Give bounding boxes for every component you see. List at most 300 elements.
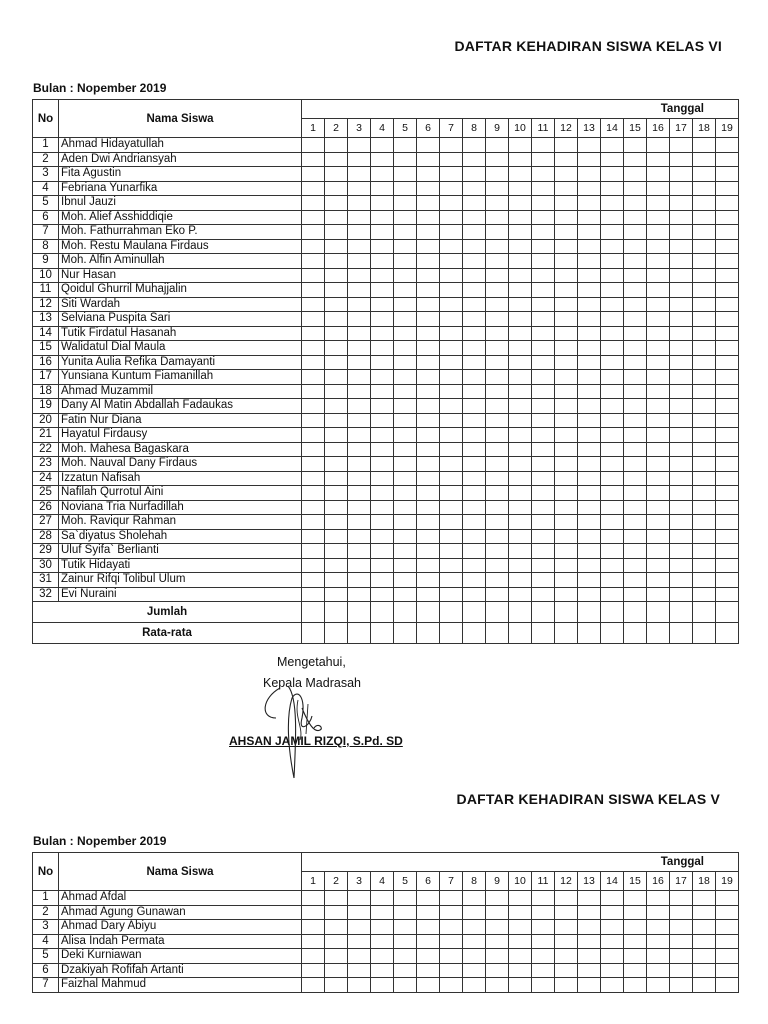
attendance-cell[interactable] <box>647 196 670 211</box>
attendance-cell[interactable] <box>601 297 624 312</box>
attendance-cell[interactable] <box>394 239 417 254</box>
attendance-cell[interactable] <box>578 181 601 196</box>
attendance-cell[interactable] <box>417 138 440 153</box>
attendance-cell[interactable] <box>302 312 325 327</box>
attendance-cell[interactable] <box>417 326 440 341</box>
attendance-cell[interactable] <box>532 544 555 559</box>
attendance-cell[interactable] <box>578 225 601 240</box>
attendance-cell[interactable] <box>532 312 555 327</box>
attendance-cell[interactable] <box>601 457 624 472</box>
attendance-cell[interactable] <box>647 239 670 254</box>
attendance-cell[interactable] <box>463 978 486 993</box>
attendance-cell[interactable] <box>532 152 555 167</box>
attendance-cell[interactable] <box>463 297 486 312</box>
attendance-cell[interactable] <box>348 268 371 283</box>
attendance-cell[interactable] <box>716 515 739 530</box>
attendance-cell[interactable] <box>578 428 601 443</box>
attendance-cell[interactable] <box>394 949 417 964</box>
attendance-cell[interactable] <box>670 905 693 920</box>
attendance-cell[interactable] <box>647 428 670 443</box>
attendance-cell[interactable] <box>647 384 670 399</box>
attendance-cell[interactable] <box>532 587 555 602</box>
attendance-cell[interactable] <box>371 210 394 225</box>
attendance-cell[interactable] <box>417 297 440 312</box>
attendance-cell[interactable] <box>371 515 394 530</box>
attendance-cell[interactable] <box>693 196 716 211</box>
attendance-cell[interactable] <box>371 428 394 443</box>
attendance-cell[interactable] <box>532 370 555 385</box>
attendance-cell[interactable] <box>693 152 716 167</box>
attendance-cell[interactable] <box>440 254 463 269</box>
attendance-cell[interactable] <box>371 239 394 254</box>
attendance-cell[interactable] <box>716 210 739 225</box>
attendance-cell[interactable] <box>578 384 601 399</box>
attendance-cell[interactable] <box>555 181 578 196</box>
attendance-cell[interactable] <box>624 239 647 254</box>
attendance-cell[interactable] <box>302 239 325 254</box>
attendance-cell[interactable] <box>647 978 670 993</box>
attendance-cell[interactable] <box>601 196 624 211</box>
total-cell[interactable] <box>670 602 693 623</box>
attendance-cell[interactable] <box>624 457 647 472</box>
attendance-cell[interactable] <box>532 920 555 935</box>
attendance-cell[interactable] <box>440 181 463 196</box>
attendance-cell[interactable] <box>578 500 601 515</box>
attendance-cell[interactable] <box>716 949 739 964</box>
attendance-cell[interactable] <box>555 413 578 428</box>
attendance-cell[interactable] <box>440 442 463 457</box>
total-cell[interactable] <box>394 602 417 623</box>
attendance-cell[interactable] <box>325 297 348 312</box>
attendance-cell[interactable] <box>532 167 555 182</box>
attendance-cell[interactable] <box>624 500 647 515</box>
attendance-cell[interactable] <box>486 370 509 385</box>
attendance-cell[interactable] <box>302 934 325 949</box>
attendance-cell[interactable] <box>532 196 555 211</box>
attendance-cell[interactable] <box>670 515 693 530</box>
attendance-cell[interactable] <box>647 920 670 935</box>
attendance-cell[interactable] <box>486 254 509 269</box>
attendance-cell[interactable] <box>624 283 647 298</box>
attendance-cell[interactable] <box>509 167 532 182</box>
attendance-cell[interactable] <box>417 949 440 964</box>
attendance-cell[interactable] <box>693 587 716 602</box>
attendance-cell[interactable] <box>555 138 578 153</box>
attendance-cell[interactable] <box>670 225 693 240</box>
attendance-cell[interactable] <box>670 529 693 544</box>
attendance-cell[interactable] <box>325 312 348 327</box>
average-cell[interactable] <box>624 623 647 644</box>
attendance-cell[interactable] <box>394 573 417 588</box>
attendance-cell[interactable] <box>647 181 670 196</box>
attendance-cell[interactable] <box>578 963 601 978</box>
attendance-cell[interactable] <box>325 413 348 428</box>
attendance-cell[interactable] <box>440 920 463 935</box>
attendance-cell[interactable] <box>417 341 440 356</box>
attendance-cell[interactable] <box>578 370 601 385</box>
attendance-cell[interactable] <box>417 181 440 196</box>
attendance-cell[interactable] <box>555 529 578 544</box>
attendance-cell[interactable] <box>670 341 693 356</box>
attendance-cell[interactable] <box>624 341 647 356</box>
attendance-cell[interactable] <box>624 471 647 486</box>
attendance-cell[interactable] <box>325 181 348 196</box>
attendance-cell[interactable] <box>394 905 417 920</box>
attendance-cell[interactable] <box>463 920 486 935</box>
average-cell[interactable] <box>486 623 509 644</box>
attendance-cell[interactable] <box>670 210 693 225</box>
attendance-cell[interactable] <box>440 341 463 356</box>
attendance-cell[interactable] <box>670 167 693 182</box>
attendance-cell[interactable] <box>601 355 624 370</box>
attendance-cell[interactable] <box>532 355 555 370</box>
attendance-cell[interactable] <box>555 268 578 283</box>
attendance-cell[interactable] <box>716 152 739 167</box>
attendance-cell[interactable] <box>417 225 440 240</box>
attendance-cell[interactable] <box>302 920 325 935</box>
attendance-cell[interactable] <box>716 167 739 182</box>
attendance-cell[interactable] <box>302 442 325 457</box>
attendance-cell[interactable] <box>417 268 440 283</box>
attendance-cell[interactable] <box>509 384 532 399</box>
attendance-cell[interactable] <box>394 341 417 356</box>
total-cell[interactable] <box>693 602 716 623</box>
attendance-cell[interactable] <box>417 515 440 530</box>
attendance-cell[interactable] <box>532 891 555 906</box>
attendance-cell[interactable] <box>509 181 532 196</box>
attendance-cell[interactable] <box>509 312 532 327</box>
attendance-cell[interactable] <box>532 254 555 269</box>
attendance-cell[interactable] <box>348 949 371 964</box>
attendance-cell[interactable] <box>302 341 325 356</box>
attendance-cell[interactable] <box>532 384 555 399</box>
attendance-cell[interactable] <box>394 181 417 196</box>
attendance-cell[interactable] <box>624 384 647 399</box>
attendance-cell[interactable] <box>394 428 417 443</box>
attendance-cell[interactable] <box>440 573 463 588</box>
attendance-cell[interactable] <box>578 254 601 269</box>
attendance-cell[interactable] <box>601 934 624 949</box>
attendance-cell[interactable] <box>555 152 578 167</box>
attendance-cell[interactable] <box>624 544 647 559</box>
attendance-cell[interactable] <box>440 196 463 211</box>
attendance-cell[interactable] <box>647 341 670 356</box>
attendance-cell[interactable] <box>555 355 578 370</box>
attendance-cell[interactable] <box>463 225 486 240</box>
attendance-cell[interactable] <box>486 283 509 298</box>
attendance-cell[interactable] <box>624 138 647 153</box>
attendance-cell[interactable] <box>302 949 325 964</box>
attendance-cell[interactable] <box>555 384 578 399</box>
attendance-cell[interactable] <box>555 399 578 414</box>
attendance-cell[interactable] <box>555 442 578 457</box>
attendance-cell[interactable] <box>555 428 578 443</box>
attendance-cell[interactable] <box>670 384 693 399</box>
attendance-cell[interactable] <box>509 920 532 935</box>
attendance-cell[interactable] <box>302 254 325 269</box>
attendance-cell[interactable] <box>578 152 601 167</box>
attendance-cell[interactable] <box>325 920 348 935</box>
attendance-cell[interactable] <box>716 239 739 254</box>
attendance-cell[interactable] <box>624 920 647 935</box>
attendance-cell[interactable] <box>693 355 716 370</box>
attendance-cell[interactable] <box>555 210 578 225</box>
attendance-cell[interactable] <box>302 573 325 588</box>
attendance-cell[interactable] <box>555 312 578 327</box>
attendance-cell[interactable] <box>578 457 601 472</box>
attendance-cell[interactable] <box>371 500 394 515</box>
total-cell[interactable] <box>555 602 578 623</box>
attendance-cell[interactable] <box>509 442 532 457</box>
attendance-cell[interactable] <box>693 413 716 428</box>
attendance-cell[interactable] <box>348 326 371 341</box>
attendance-cell[interactable] <box>440 515 463 530</box>
attendance-cell[interactable] <box>624 355 647 370</box>
attendance-cell[interactable] <box>601 210 624 225</box>
attendance-cell[interactable] <box>348 587 371 602</box>
attendance-cell[interactable] <box>624 152 647 167</box>
attendance-cell[interactable] <box>624 399 647 414</box>
attendance-cell[interactable] <box>463 428 486 443</box>
attendance-cell[interactable] <box>693 312 716 327</box>
attendance-cell[interactable] <box>578 297 601 312</box>
attendance-cell[interactable] <box>670 428 693 443</box>
total-cell[interactable] <box>716 602 739 623</box>
attendance-cell[interactable] <box>509 297 532 312</box>
attendance-cell[interactable] <box>463 934 486 949</box>
attendance-cell[interactable] <box>440 544 463 559</box>
attendance-cell[interactable] <box>463 529 486 544</box>
attendance-cell[interactable] <box>394 978 417 993</box>
attendance-cell[interactable] <box>371 384 394 399</box>
average-cell[interactable] <box>509 623 532 644</box>
attendance-cell[interactable] <box>417 167 440 182</box>
attendance-cell[interactable] <box>509 905 532 920</box>
attendance-cell[interactable] <box>302 891 325 906</box>
attendance-cell[interactable] <box>417 413 440 428</box>
attendance-cell[interactable] <box>371 283 394 298</box>
attendance-cell[interactable] <box>417 239 440 254</box>
attendance-cell[interactable] <box>302 225 325 240</box>
attendance-cell[interactable] <box>647 515 670 530</box>
attendance-cell[interactable] <box>417 428 440 443</box>
attendance-cell[interactable] <box>624 587 647 602</box>
attendance-cell[interactable] <box>325 515 348 530</box>
attendance-cell[interactable] <box>624 413 647 428</box>
attendance-cell[interactable] <box>394 355 417 370</box>
attendance-cell[interactable] <box>348 138 371 153</box>
attendance-cell[interactable] <box>509 963 532 978</box>
attendance-cell[interactable] <box>348 529 371 544</box>
attendance-cell[interactable] <box>716 370 739 385</box>
attendance-cell[interactable] <box>555 254 578 269</box>
attendance-cell[interactable] <box>578 341 601 356</box>
attendance-cell[interactable] <box>578 544 601 559</box>
attendance-cell[interactable] <box>348 471 371 486</box>
attendance-cell[interactable] <box>693 341 716 356</box>
attendance-cell[interactable] <box>302 355 325 370</box>
attendance-cell[interactable] <box>486 558 509 573</box>
attendance-cell[interactable] <box>486 963 509 978</box>
attendance-cell[interactable] <box>509 587 532 602</box>
attendance-cell[interactable] <box>440 891 463 906</box>
attendance-cell[interactable] <box>624 905 647 920</box>
attendance-cell[interactable] <box>670 239 693 254</box>
attendance-cell[interactable] <box>348 355 371 370</box>
total-cell[interactable] <box>348 602 371 623</box>
attendance-cell[interactable] <box>601 152 624 167</box>
attendance-cell[interactable] <box>624 326 647 341</box>
attendance-cell[interactable] <box>555 558 578 573</box>
attendance-cell[interactable] <box>325 341 348 356</box>
attendance-cell[interactable] <box>417 457 440 472</box>
attendance-cell[interactable] <box>325 486 348 501</box>
attendance-cell[interactable] <box>578 399 601 414</box>
attendance-cell[interactable] <box>325 529 348 544</box>
attendance-cell[interactable] <box>624 370 647 385</box>
average-cell[interactable] <box>440 623 463 644</box>
attendance-cell[interactable] <box>463 181 486 196</box>
attendance-cell[interactable] <box>509 573 532 588</box>
attendance-cell[interactable] <box>693 978 716 993</box>
attendance-cell[interactable] <box>417 210 440 225</box>
attendance-cell[interactable] <box>601 326 624 341</box>
attendance-cell[interactable] <box>716 544 739 559</box>
attendance-cell[interactable] <box>716 341 739 356</box>
attendance-cell[interactable] <box>693 905 716 920</box>
attendance-cell[interactable] <box>716 457 739 472</box>
attendance-cell[interactable] <box>555 196 578 211</box>
attendance-cell[interactable] <box>348 963 371 978</box>
attendance-cell[interactable] <box>555 544 578 559</box>
total-cell[interactable] <box>647 602 670 623</box>
attendance-cell[interactable] <box>624 167 647 182</box>
attendance-cell[interactable] <box>716 268 739 283</box>
attendance-cell[interactable] <box>302 152 325 167</box>
attendance-cell[interactable] <box>463 515 486 530</box>
attendance-cell[interactable] <box>371 934 394 949</box>
attendance-cell[interactable] <box>601 891 624 906</box>
attendance-cell[interactable] <box>417 152 440 167</box>
attendance-cell[interactable] <box>555 457 578 472</box>
attendance-cell[interactable] <box>670 558 693 573</box>
attendance-cell[interactable] <box>325 225 348 240</box>
attendance-cell[interactable] <box>371 341 394 356</box>
attendance-cell[interactable] <box>325 558 348 573</box>
attendance-cell[interactable] <box>348 225 371 240</box>
attendance-cell[interactable] <box>647 355 670 370</box>
attendance-cell[interactable] <box>716 399 739 414</box>
attendance-cell[interactable] <box>463 167 486 182</box>
attendance-cell[interactable] <box>463 196 486 211</box>
attendance-cell[interactable] <box>693 370 716 385</box>
attendance-cell[interactable] <box>417 573 440 588</box>
attendance-cell[interactable] <box>302 905 325 920</box>
attendance-cell[interactable] <box>486 355 509 370</box>
total-cell[interactable] <box>578 602 601 623</box>
attendance-cell[interactable] <box>601 573 624 588</box>
average-cell[interactable] <box>716 623 739 644</box>
attendance-cell[interactable] <box>578 471 601 486</box>
attendance-cell[interactable] <box>693 167 716 182</box>
attendance-cell[interactable] <box>463 268 486 283</box>
attendance-cell[interactable] <box>693 181 716 196</box>
attendance-cell[interactable] <box>463 442 486 457</box>
attendance-cell[interactable] <box>371 529 394 544</box>
attendance-cell[interactable] <box>463 963 486 978</box>
attendance-cell[interactable] <box>325 326 348 341</box>
average-cell[interactable] <box>302 623 325 644</box>
attendance-cell[interactable] <box>647 544 670 559</box>
attendance-cell[interactable] <box>371 152 394 167</box>
attendance-cell[interactable] <box>624 297 647 312</box>
attendance-cell[interactable] <box>532 297 555 312</box>
attendance-cell[interactable] <box>325 399 348 414</box>
attendance-cell[interactable] <box>302 181 325 196</box>
attendance-cell[interactable] <box>670 949 693 964</box>
attendance-cell[interactable] <box>486 529 509 544</box>
attendance-cell[interactable] <box>716 428 739 443</box>
attendance-cell[interactable] <box>325 152 348 167</box>
attendance-cell[interactable] <box>509 210 532 225</box>
attendance-cell[interactable] <box>693 529 716 544</box>
total-cell[interactable] <box>532 602 555 623</box>
attendance-cell[interactable] <box>394 312 417 327</box>
attendance-cell[interactable] <box>716 181 739 196</box>
attendance-cell[interactable] <box>601 239 624 254</box>
attendance-cell[interactable] <box>647 326 670 341</box>
attendance-cell[interactable] <box>348 399 371 414</box>
total-cell[interactable] <box>417 602 440 623</box>
attendance-cell[interactable] <box>716 225 739 240</box>
average-cell[interactable] <box>417 623 440 644</box>
attendance-cell[interactable] <box>647 587 670 602</box>
attendance-cell[interactable] <box>716 326 739 341</box>
attendance-cell[interactable] <box>555 963 578 978</box>
attendance-cell[interactable] <box>394 210 417 225</box>
attendance-cell[interactable] <box>417 978 440 993</box>
attendance-cell[interactable] <box>532 326 555 341</box>
attendance-cell[interactable] <box>555 515 578 530</box>
attendance-cell[interactable] <box>670 297 693 312</box>
attendance-cell[interactable] <box>486 471 509 486</box>
attendance-cell[interactable] <box>601 312 624 327</box>
attendance-cell[interactable] <box>532 341 555 356</box>
attendance-cell[interactable] <box>693 934 716 949</box>
attendance-cell[interactable] <box>555 573 578 588</box>
attendance-cell[interactable] <box>463 283 486 298</box>
total-cell[interactable] <box>440 602 463 623</box>
attendance-cell[interactable] <box>325 544 348 559</box>
attendance-cell[interactable] <box>440 355 463 370</box>
attendance-cell[interactable] <box>463 312 486 327</box>
attendance-cell[interactable] <box>670 963 693 978</box>
attendance-cell[interactable] <box>624 529 647 544</box>
attendance-cell[interactable] <box>486 500 509 515</box>
attendance-cell[interactable] <box>647 254 670 269</box>
attendance-cell[interactable] <box>624 934 647 949</box>
attendance-cell[interactable] <box>486 341 509 356</box>
attendance-cell[interactable] <box>440 225 463 240</box>
attendance-cell[interactable] <box>601 268 624 283</box>
total-cell[interactable] <box>371 602 394 623</box>
attendance-cell[interactable] <box>440 978 463 993</box>
attendance-cell[interactable] <box>371 920 394 935</box>
attendance-cell[interactable] <box>509 152 532 167</box>
attendance-cell[interactable] <box>555 920 578 935</box>
attendance-cell[interactable] <box>417 587 440 602</box>
attendance-cell[interactable] <box>670 370 693 385</box>
